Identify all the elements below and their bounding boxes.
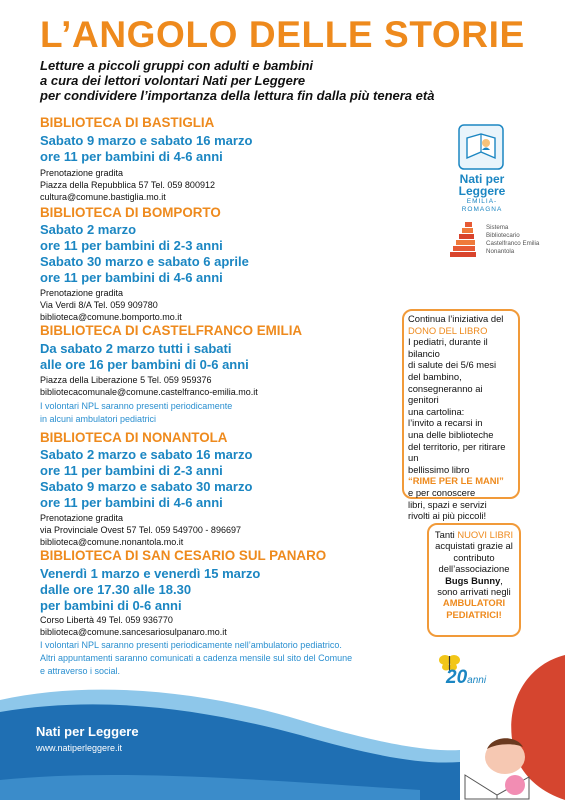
schedule-line: Sabato 2 marzo e sabato 16 marzo (40, 447, 253, 462)
box-text: una delle biblioteche (408, 428, 494, 440)
library-name: BIBLIOTECA DI BOMPORTO (40, 205, 221, 220)
box-text: consegneranno ai genitori (408, 382, 483, 406)
schedule-line: ore 11 per bambini di 4-6 anni (40, 270, 223, 285)
nuovi-libri-box (427, 523, 521, 637)
note-line: Altri appuntamenti saranno comunicati a cadenza mensile sul sito del Comune (40, 653, 353, 663)
sistema-label: Bibliotecario (486, 232, 520, 239)
library-name: BIBLIOTECA DI SAN CESARIO SUL PANARO (40, 548, 327, 563)
detail-line: Piazza della Repubblica 57 Tel. 059 800912 (40, 180, 215, 190)
library-nonantola (40, 430, 252, 548)
box-text: Continua l’iniziativa del (408, 313, 504, 324)
books-stack-icon (448, 220, 480, 260)
npl-region: EMILIA- (466, 198, 498, 205)
schedule-line: ore 11 per bambini di 4-6 anni (40, 149, 223, 164)
box-text: bellissimo libro (408, 463, 470, 475)
detail-line: Via Verdi 8/A Tel. 059 909780 (40, 300, 158, 310)
box-text: , (500, 574, 503, 586)
detail-line: Prenotazione gradita (40, 288, 124, 298)
footer-url-link[interactable]: www.natiperleggere.it (36, 743, 123, 753)
npl-logo-label: Nati per (459, 172, 505, 186)
note-line: I volontari NPL saranno presenti periodicamente (40, 401, 233, 411)
box-text: del territorio, per ritirare un (408, 440, 506, 464)
note-line: I volontari NPL saranno presenti periodicamente nell’ambulatorio pediatrico. (40, 640, 342, 650)
npl-logo-icon (458, 124, 504, 170)
schedule-line: dalle ore 17.30 alle 18.30 (40, 582, 192, 597)
box-text: l’invito a recarsi in (408, 417, 483, 429)
sponsor-name: Bugs Bunny (445, 574, 501, 586)
box-text: di salute dei 5/6 mesi (408, 359, 497, 371)
schedule-line: Venerdì 1 marzo e venerdì 15 marzo (40, 566, 261, 581)
library-name: BIBLIOTECA DI NONANTOLA (40, 430, 228, 445)
detail-line: Piazza della Liberazione 5 Tel. 059 959376 (40, 375, 212, 385)
schedule-line: alle ore 16 per bambini di 0-6 anni (40, 357, 249, 372)
box-highlight: NUOVI LIBRI (457, 529, 514, 540)
npl-region: ROMAGNA (461, 206, 503, 213)
footer-brand: Nati per Leggere (36, 724, 139, 739)
npl-logo (452, 124, 512, 214)
sistema-label: Castelfranco Emilia (486, 240, 540, 247)
anniversary-word: anni (467, 675, 487, 686)
box-text: dell’associazione (438, 563, 510, 575)
box-text: libri, spazi e servizi (408, 498, 487, 510)
sistema-label: Sistema (486, 224, 509, 231)
schedule-line: Da sabato 2 marzo tutti i sabati (40, 341, 232, 356)
intro-line: a cura dei lettori volontari Nati per Leggere (40, 73, 306, 88)
schedule-line: ore 11 per bambini di 2-3 anni (40, 238, 223, 253)
box-highlight: DONO DEL LIBRO (408, 324, 488, 336)
intro-line: per condividere l’importanza della lettura fin dalla più tenera età (40, 88, 435, 103)
schedule-line: Sabato 9 marzo e sabato 16 marzo (40, 133, 253, 148)
note-line: in alcuni ambulatori pediatrici (40, 414, 157, 424)
npl-logo-label: Leggere (458, 184, 506, 198)
box-text: una cartolina: (408, 405, 465, 417)
library-bastiglia (40, 115, 252, 203)
library-name: BIBLIOTECA DI CASTELFRANCO EMILIA (40, 323, 303, 338)
sistema-label: Nonantola (486, 248, 515, 255)
library-bomporto (40, 205, 249, 323)
box-text: I pediatri, durante il bilancio (408, 336, 488, 359)
dono-libro-box (402, 309, 520, 522)
email-link[interactable]: biblioteca@comune.nonantola.mo.it (40, 537, 184, 547)
box-text: del bambino, (408, 370, 462, 382)
book-title: “RIME PER LE MANI” (408, 475, 504, 487)
detail-line: Prenotazione gradita (40, 168, 124, 178)
box-text: Tanti (434, 529, 458, 540)
schedule-line: Sabato 9 marzo e sabato 30 marzo (40, 479, 253, 494)
email-link[interactable]: cultura@comune.bastiglia.mo.it (40, 192, 166, 202)
email-link[interactable]: biblioteca@comune.sancesariosulpanaro.mo.it (40, 627, 227, 637)
detail-line: Corso Libertà 49 Tel. 059 936770 (40, 615, 173, 625)
intro-text (40, 58, 540, 103)
box-text: e per conoscere (408, 486, 476, 498)
intro-line: Letture a piccoli gruppi con adulti e bambini (40, 58, 314, 73)
schedule-line: Sabato 30 marzo e sabato 6 aprile (40, 254, 249, 269)
anniversary-badge (446, 667, 486, 689)
email-link[interactable]: biblioteca@comune.bomporto.mo.it (40, 312, 182, 322)
box-text: sono arrivati negli (437, 586, 511, 598)
box-highlight: AMBULATORI (442, 597, 506, 609)
library-name: BIBLIOTECA DI BASTIGLIA (40, 115, 215, 130)
schedule-line: ore 11 per bambini di 2-3 anni (40, 463, 223, 478)
note-line: e attraverso i social. (40, 666, 121, 676)
schedule-line: Sabato 2 marzo (40, 222, 137, 237)
box-text: contributo (453, 551, 495, 563)
detail-line: via Provinciale Ovest 57 Tel. 059 549700 - 896697 (40, 525, 241, 535)
schedule-line: per bambini di 0-6 anni (40, 598, 182, 613)
schedule-line: ore 11 per bambini di 4-6 anni (40, 495, 223, 510)
box-text: acquistati grazie al (435, 540, 513, 552)
library-castelfranco (40, 323, 302, 426)
email-link[interactable]: bibliotecacomunale@comune.castelfranco-emilia.mo.it (40, 387, 258, 397)
box-highlight: PEDIATRICI! (446, 608, 502, 620)
detail-line: Prenotazione gradita (40, 513, 124, 523)
anniversary-number: 20 (446, 667, 468, 688)
page-title: L’ANGOLO DELLE STORIE (40, 14, 525, 55)
box-text: rivolti ai più piccoli! (408, 510, 487, 522)
